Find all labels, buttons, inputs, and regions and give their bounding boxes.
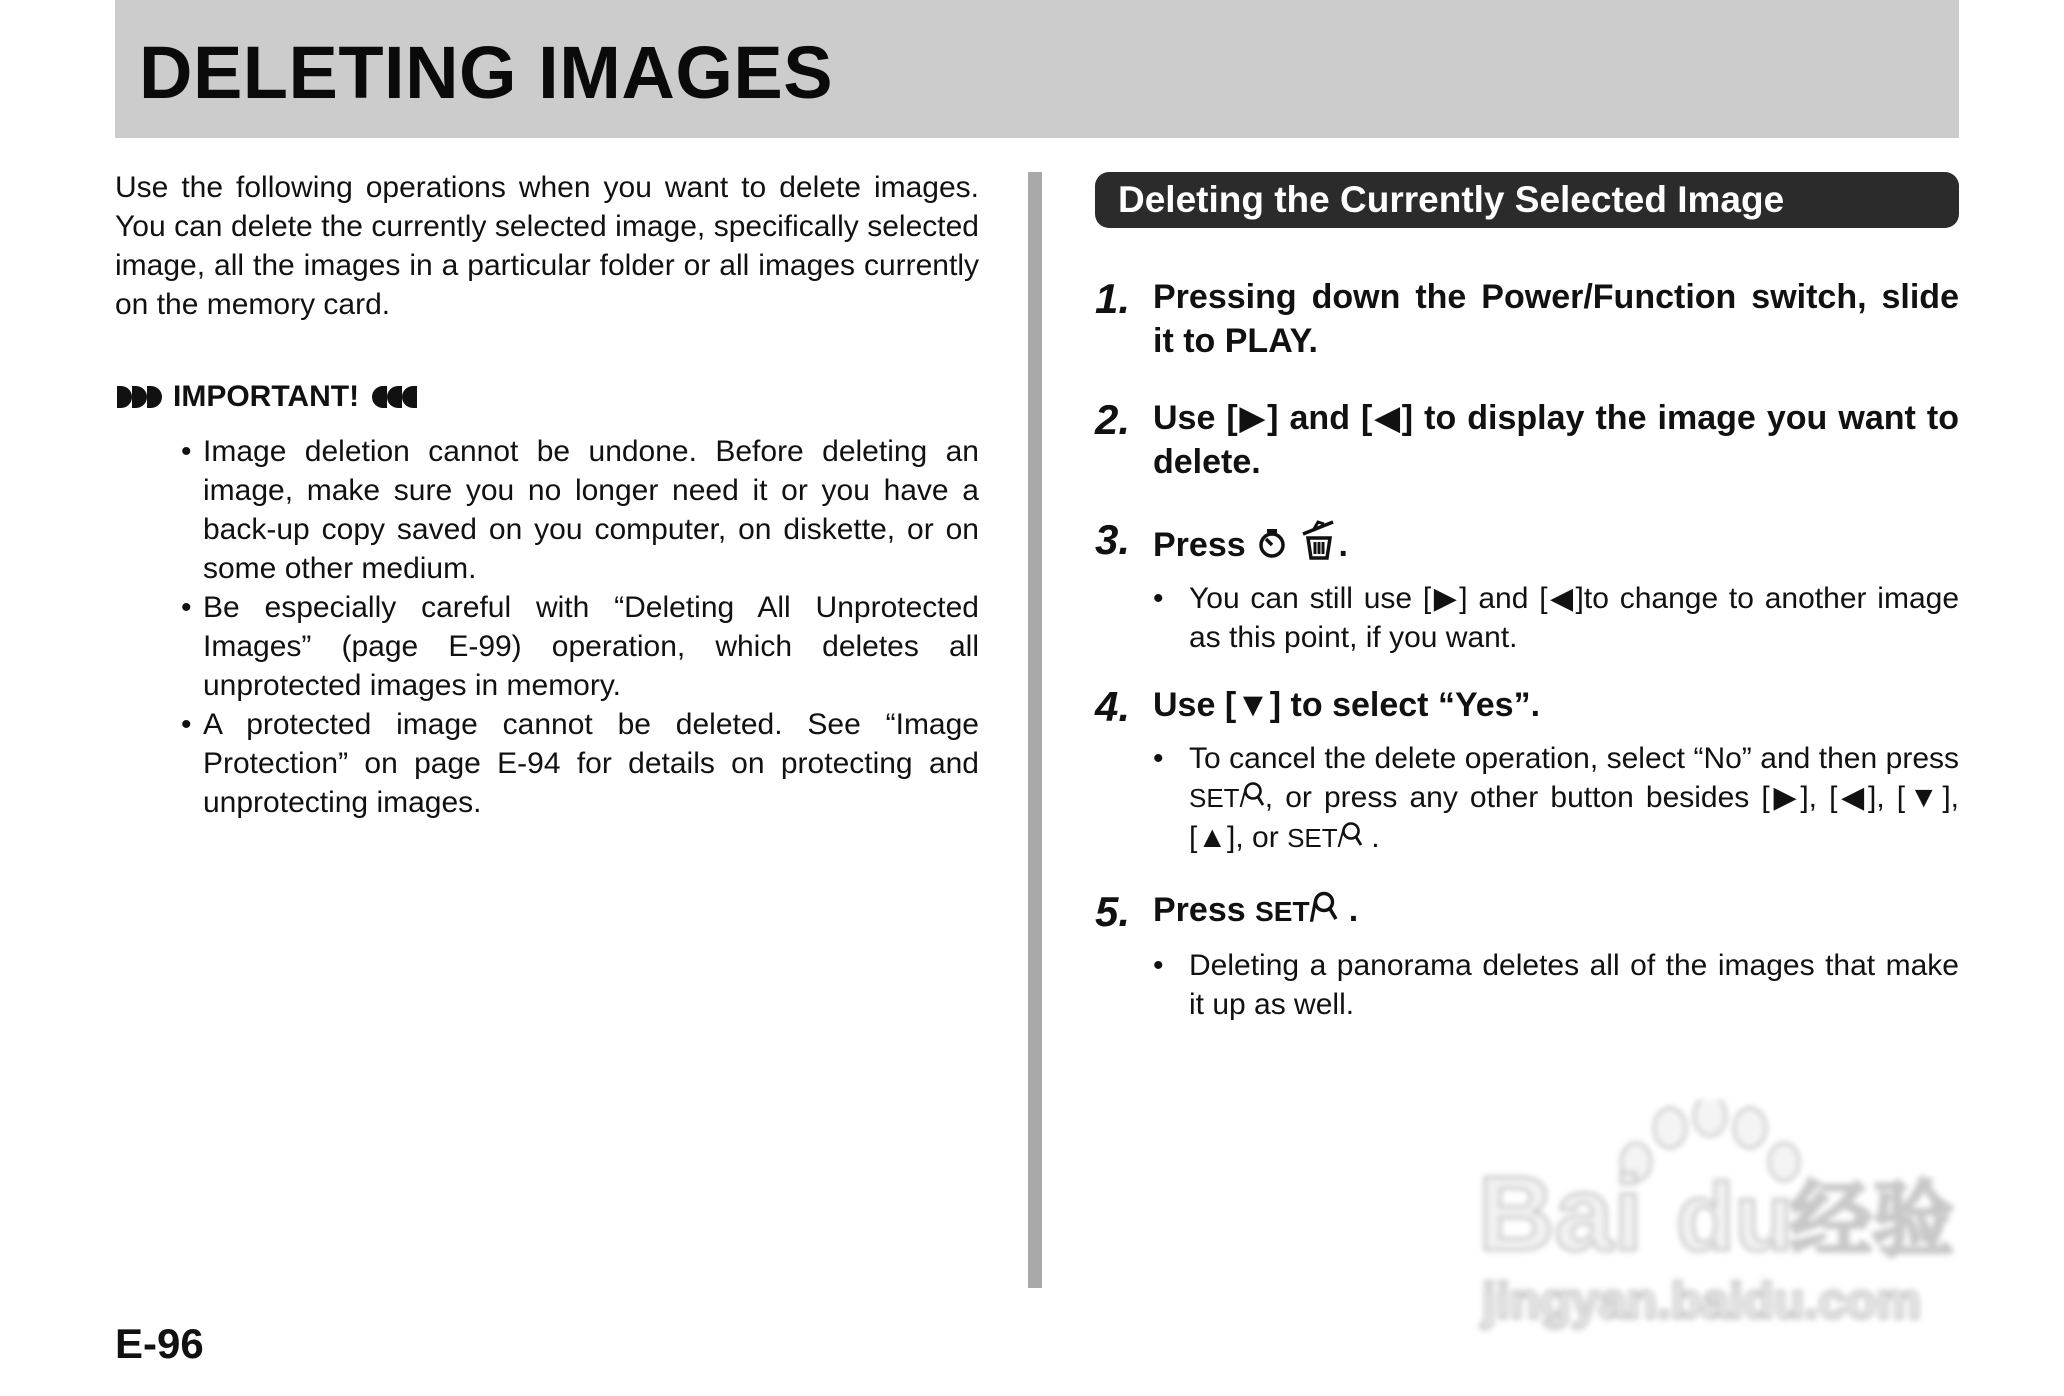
page-title: DELETING IMAGES — [139, 31, 834, 114]
step-text-suffix: . — [1338, 526, 1348, 564]
section-title: Deleting the Currently Selected Image — [1095, 172, 1959, 228]
step-5 — [1095, 888, 1959, 1024]
step-4 — [1095, 683, 1959, 858]
step-number: 1. — [1095, 275, 1131, 322]
column-divider — [1028, 172, 1042, 1288]
step-text — [1153, 516, 1959, 567]
step-text-prefix: Press — [1153, 891, 1246, 929]
step-number: 2. — [1095, 396, 1131, 443]
title-bar — [115, 0, 1959, 138]
step-text — [1153, 888, 1959, 934]
set-label: SET/ — [1189, 783, 1247, 813]
svg-text:du: du — [1676, 1164, 1794, 1271]
important-bullets — [181, 432, 979, 822]
step-note — [1153, 739, 1959, 858]
step-note-part: To cancel the delete operation, select “No” and then press — [1189, 742, 1959, 775]
step-note: • Deleting a panorama deletes all of the images that make it up as well. — [1153, 946, 1959, 1024]
step-note-part: . — [1371, 821, 1380, 854]
step-note: • You can still use [▶] and [◀]to change to another image as this point, if you want. — [1153, 579, 1959, 657]
intro-paragraph: Use the following operations when you want to delete images. You can delete the currently selected image, specifically selected image, all the images in a particular folder or all images currently on the memory card. — [115, 171, 979, 321]
magnifier-icon — [1341, 821, 1363, 849]
important-heading — [115, 380, 419, 414]
step-text-suffix: . — [1348, 891, 1359, 929]
magnifier-icon — [1243, 781, 1265, 809]
step-2 — [1095, 396, 1959, 484]
page-number: E-96 — [115, 1320, 204, 1367]
step-text: Use [▼] to select “Yes”. — [1153, 686, 1541, 724]
step-3 — [1095, 516, 1959, 657]
important-right-marks-icon — [371, 384, 419, 410]
important-label: IMPORTANT! — [173, 380, 360, 413]
magnifier-icon — [1313, 891, 1339, 923]
set-label: SET/ — [1287, 823, 1345, 853]
step-text: Use [▶] and [◀] to display the image you want to delete. — [1153, 399, 1959, 481]
important-left-marks-icon — [115, 384, 163, 410]
step-text: Pressing down the Power/Function switch, slide it to PLAY. — [1153, 278, 1959, 360]
step-number: 3. — [1095, 516, 1131, 563]
step-number: 4. — [1095, 683, 1131, 730]
list-item: • A protected image cannot be deleted. See “Image Protection” on page E-94 for details on protecting and unprotecting images. — [181, 705, 979, 822]
self-timer-icon — [1255, 526, 1289, 560]
svg-text:jingyan.baidu.com: jingyan.baidu.com — [1482, 1273, 1921, 1329]
list-item: • Be especially careful with “Deleting All Unprotected Images” (page E-99) operation, which deletes all unprotected images in memory. — [181, 588, 979, 705]
step-1 — [1095, 275, 1959, 363]
set-label: SET/ — [1255, 896, 1318, 927]
svg-text:Bai: Bai — [1478, 1155, 1643, 1273]
left-column — [115, 168, 979, 819]
list-item: • Image deletion cannot be undone. Before deleting an image, make sure you no longer need it or you have a back-up copy saved on you computer, on diskette, or on some other medium. — [181, 432, 979, 588]
trash-icon — [1299, 516, 1339, 562]
step-note-part: , or press any other button besides [▶], [◀], [▼], [▲], or — [1189, 781, 1959, 854]
step-text-prefix: Press — [1153, 526, 1246, 564]
step-number: 5. — [1095, 888, 1131, 935]
svg-text:经验: 经验 — [1790, 1175, 1955, 1266]
baidu-watermark-logo — [1470, 1100, 1960, 1330]
